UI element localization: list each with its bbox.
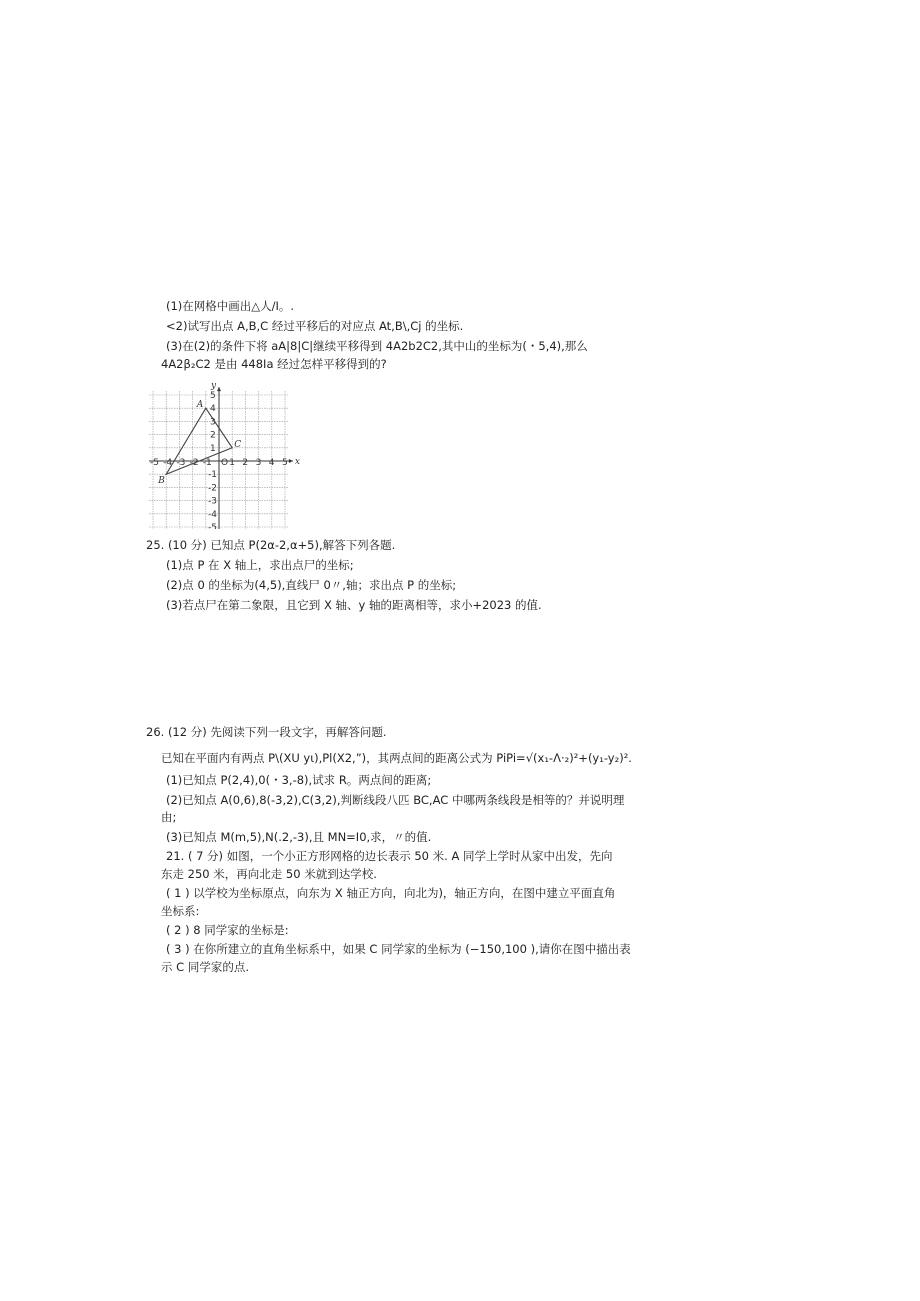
q25-part2: (2)点 0 的坐标为(4,5),直线尸 0〃,轴；求出点 P 的坐标; [166,578,457,592]
q21-part1-continued: 坐标系: [161,904,200,918]
coordinate-grid-figure [146,381,306,529]
q26-header: 26. (12 分) 先阅读下列一段文字，再解答问题. [146,725,387,739]
q24-part3-continued: 4A2β₂C2 是由 448Ia 经过怎样平移得到的? [161,357,387,371]
y-tick-label: -4 [208,509,217,520]
q25-part3: (3)若点尸在第二象限，且它到 X 轴、y 轴的距离相等，求小+2023 的值. [166,598,542,612]
q21-part3-continued: 示 C 同学家的点. [161,960,249,974]
x-tick-label: 3 [255,458,262,468]
q21-line2: 东走 250 米，再向北走 50 米就到达学校. [161,867,377,881]
y-tick-label: 3 [210,417,216,428]
x-tick-label: 1 [229,458,235,468]
q24-part3: (3)在(2)的条件下将 aA|8|C|继续平移得到 4A2b2C2,其中山的坐标为(・5,4),那么 [166,339,588,353]
coordinate-grid-svg [146,381,306,529]
x-tick-label: -3 [176,458,186,468]
x-tick-label: -4 [163,458,173,468]
x-tick-label: -5 [150,458,159,468]
y-tick-label: 5 [210,391,216,401]
y-tick-label: -5 [208,523,217,529]
point-b-label: B [158,476,165,487]
q24-part1: (1)在网格中画出△人/I。. [166,299,295,313]
y-axis-arrow [217,387,221,391]
x-tick-label: -1 [202,458,212,468]
q26-part3: (3)已知点 M(m,5),N(.2,-3),且 MN=I0,求，〃的值. [166,830,432,844]
x-axis-arrow [289,459,293,463]
q24-part2: <2)试写出点 A,B,C 经过平移后的对应点 At,B\,Cj 的坐标. [166,319,464,333]
y-tick-label: -2 [208,483,217,494]
x-axis-label: x [294,457,300,467]
q25-header: 25. (10 分) 已知点 P(2α-2,α+5),解答下列各题. [146,538,396,552]
x-tick-label: 5 [282,458,288,468]
y-tick-label: 4 [210,404,216,415]
y-tick-label: -3 [208,496,217,507]
q21-header: 21. ( 7 分) 如图，一个小正方形网格的边长表示 50 米. A 同学上学时从家中出发，先向 [166,849,613,863]
y-tick-label: 1 [210,443,216,454]
q26-part2-continued: 由; [161,810,177,824]
y-axis-label: y [211,381,217,391]
q26-intro: 已知在平面内有两点 P\(XU yι),Pl(X2,”)，其两点间的距离公式为 PiPi=√(x₁-Λ·₂)²+(y₁-y₂)². [161,751,632,765]
x-tick-label: -2 [189,458,199,468]
y-tick-label: 2 [210,430,216,441]
point-c-label: C [234,439,242,450]
q21-part3: ( 3 ) 在你所建立的直角坐标系中，如果 C 同学家的坐标为 (−150,100 ),请你在图中描出表 [166,942,631,956]
x-tick-label: 4 [268,458,275,468]
q21-part1: ( 1 ) 以学校为坐标原点，向东为 X 轴正方向，向北为)，轴正方向，在图中建立平面直角 [166,886,616,900]
q26-part1: (1)已知点 P(2,4),0(・3,-8),试求 R。两点间的距离; [166,773,432,787]
point-a-label: A [196,400,204,411]
y-tick-label: -1 [208,470,217,481]
x-tick-label: 2 [242,458,249,468]
q26-part2: (2)已知点 A(0,6),8(-3,2),C(3,2),判断线段八匹 BC,AC 中哪两条线段是相等的？并说明理 [166,793,625,807]
q21-part2: ( 2 ) 8 同学家的坐标是: [166,923,289,937]
q25-part1: (1)点 P 在 X 轴上，求出点尸的坐标; [166,558,354,572]
x-tick-label: O [221,458,229,468]
